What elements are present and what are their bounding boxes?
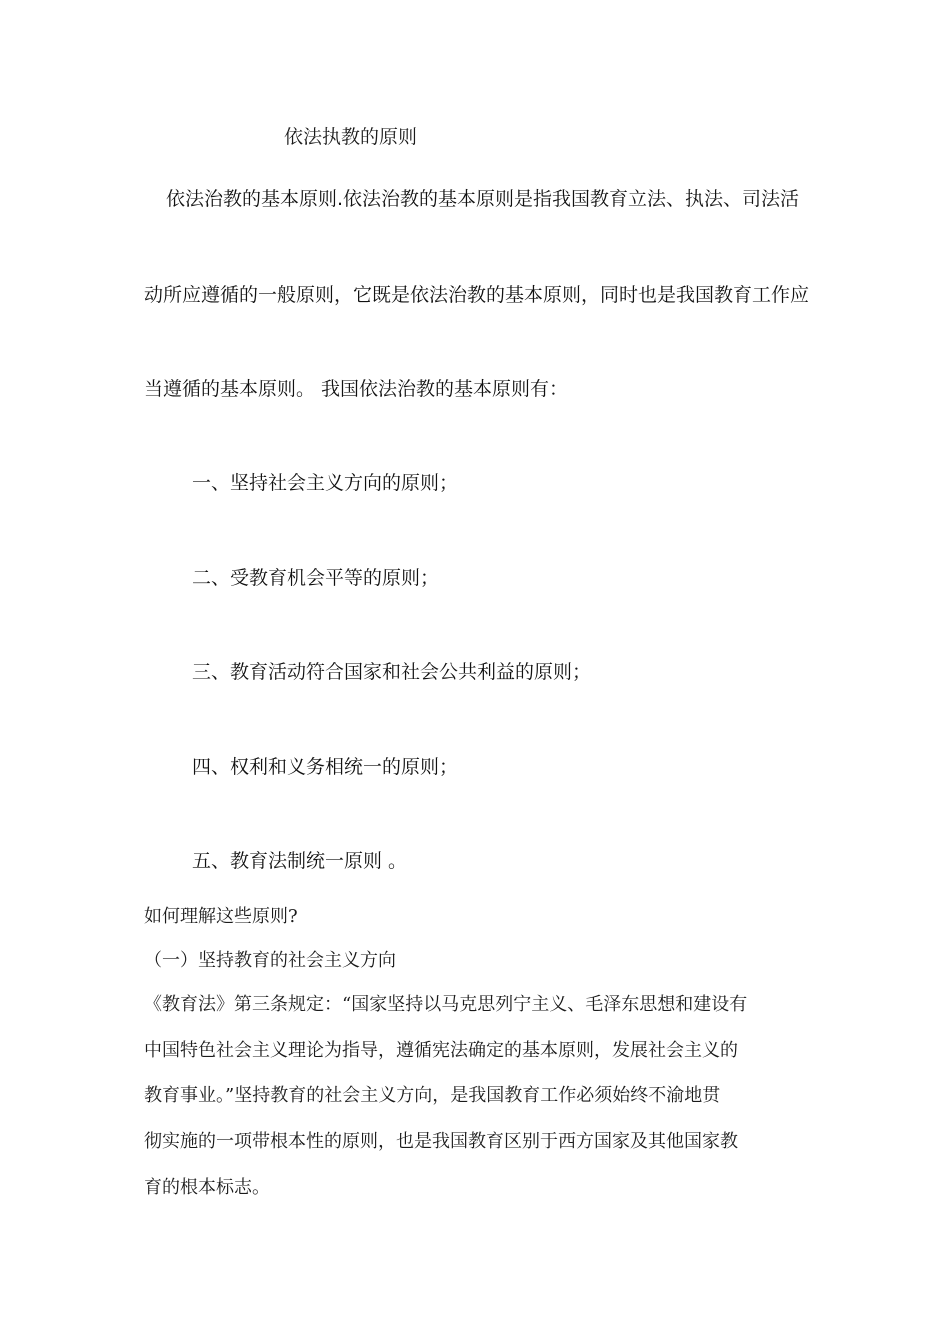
intro-line-2: 动所应遵循的一般原则，它既是依法治教的基本原则，同时也是我国教育工作应 — [144, 284, 810, 306]
section-line-2: 中国特色社会主义理论为指导，遵循宪法确定的基本原则，发展社会主义的 — [144, 1040, 738, 1061]
principle-item-2: 二、受教育机会平等的原则； — [192, 567, 440, 589]
section-line-5: 育的根本标志。 — [144, 1177, 270, 1198]
section-line-3: 教育事业。”坚持教育的社会主义方向，是我国教育工作必须始终不渝地贯 — [144, 1085, 721, 1106]
intro-line-1: 依法治教的基本原则.依法治教的基本原则是指我国教育立法、执法、司法活 — [166, 188, 800, 210]
principle-item-4: 四、权利和义务相统一的原则； — [192, 756, 459, 778]
section-heading: （一）坚持教育的社会主义方向 — [144, 950, 396, 971]
principle-item-5: 五、教育法制统一原则 。 — [192, 850, 408, 872]
question-text: 如何理解这些原则? — [144, 906, 298, 927]
section-line-4: 彻实施的一项带根本性的原则，也是我国教育区别于西方国家及其他国家教 — [144, 1131, 738, 1152]
section-line-1: 《教育法》第三条规定：“国家坚持以马克思列宁主义、毛泽东思想和建设有 — [144, 994, 748, 1015]
principle-item-3: 三、教育活动符合国家和社会公共利益的原则； — [192, 661, 592, 683]
intro-line-3: 当遵循的基本原则。 我国依法治教的基本原则有： — [144, 378, 569, 400]
principle-item-1: 一、坚持社会主义方向的原则； — [192, 472, 459, 494]
document-title: 依法执教的原则 — [284, 126, 418, 148]
